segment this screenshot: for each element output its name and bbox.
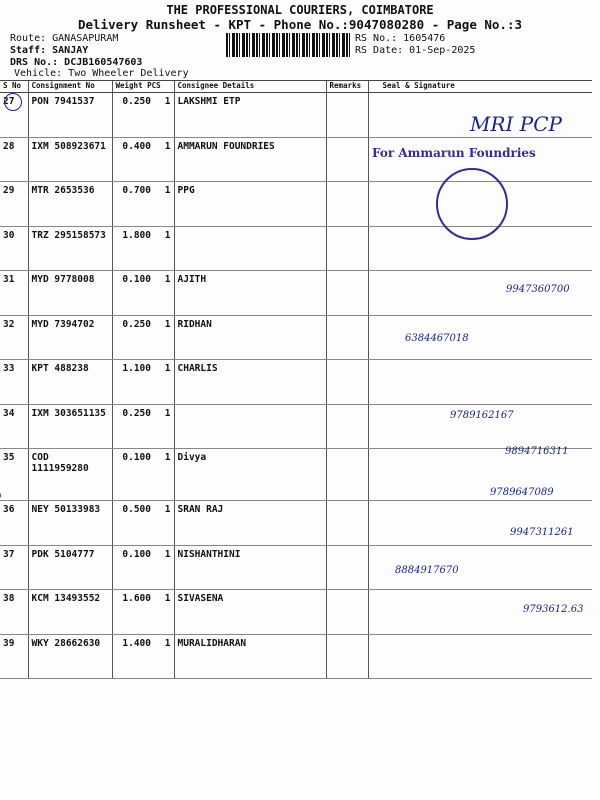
- weight: 0.250: [112, 404, 154, 449]
- col-consignee: Consignee Details: [174, 81, 326, 93]
- consignee: [174, 226, 326, 271]
- remarks: [326, 404, 368, 449]
- seal-signature: [368, 634, 592, 679]
- sno: 36: [0, 501, 28, 546]
- sno: 30: [0, 226, 28, 271]
- col-consignment: Consignment No: [28, 81, 112, 93]
- col-weight-pcs: Weight PCS: [112, 81, 174, 93]
- remarks: [326, 590, 368, 635]
- vehicle: Vehicle: Two Wheeler Delivery: [14, 68, 189, 79]
- weight: 1.400: [112, 634, 154, 679]
- consignee: CHARLIS: [174, 360, 326, 405]
- rs-number: RS No.: 1605476: [355, 33, 446, 44]
- handwritten-phone: 9947311261: [510, 527, 574, 538]
- table-row: [0, 545, 592, 590]
- remarks: [326, 545, 368, 590]
- consignee: RIDHAN: [174, 315, 326, 360]
- pcs: 1: [154, 404, 174, 449]
- table-row: [0, 501, 592, 546]
- consignee: PPG: [174, 182, 326, 227]
- table-row: [0, 360, 592, 405]
- sno: 37: [0, 545, 28, 590]
- pcs: 1: [154, 360, 174, 405]
- weight: 0.100: [112, 271, 154, 316]
- sno: 28: [0, 137, 28, 182]
- consignment-no: IXM 508923671: [28, 137, 112, 182]
- sno: 33: [0, 360, 28, 405]
- sno: 32: [0, 315, 28, 360]
- weight: 0.700: [112, 182, 154, 227]
- remarks: [326, 634, 368, 679]
- pcs: 1: [154, 226, 174, 271]
- pcs: 1: [154, 590, 174, 635]
- col-remarks: Remarks: [326, 81, 368, 93]
- pcs: 1: [154, 271, 174, 316]
- handwritten-phone: 9947360700: [506, 284, 570, 295]
- remarks: [326, 137, 368, 182]
- sno: 29: [0, 182, 28, 227]
- remarks: [326, 226, 368, 271]
- weight: 1.800: [112, 226, 154, 271]
- consignment-no: WKY 28662630: [28, 634, 112, 679]
- consignee: [174, 404, 326, 449]
- round-seal: [436, 168, 508, 240]
- consignment-no: COD 1111959280: [28, 449, 112, 501]
- col-seal: Seal & Signature: [368, 81, 592, 93]
- handwritten-phone: 9894716311: [505, 446, 569, 457]
- consignee: SRAN RAJ: [174, 501, 326, 546]
- seal-signature: [368, 501, 592, 546]
- remarks: [326, 182, 368, 227]
- remarks: [326, 501, 368, 546]
- pcs: 1: [154, 137, 174, 182]
- handwritten-note: MRI PCP: [470, 112, 563, 136]
- handwritten-phone: 9789162167: [450, 410, 514, 421]
- consignment-no: MYD 7394702: [28, 315, 112, 360]
- rs-date: RS Date: 01-Sep-2025: [355, 45, 476, 56]
- col-sno: S No: [0, 81, 28, 93]
- sno: 38: [0, 590, 28, 635]
- consignment-no: IXM 303651135: [28, 404, 112, 449]
- weight: 0.250: [112, 315, 154, 360]
- pcs: 1: [154, 315, 174, 360]
- handwritten-phone: 9789647089: [490, 487, 554, 498]
- weight: 0.400: [112, 137, 154, 182]
- table-row: [0, 315, 592, 360]
- consignee: NISHANTHINI: [174, 545, 326, 590]
- consignment-no: KPT 488238: [28, 360, 112, 405]
- company-title: THE PROFESSIONAL COURIERS, COIMBATORE: [166, 3, 434, 17]
- remarks: [326, 315, 368, 360]
- sno: 31: [0, 271, 28, 316]
- consignee: AJITH: [174, 271, 326, 316]
- handwritten-phone: 6384467018: [405, 333, 469, 344]
- consignment-no: PDK 5104777: [28, 545, 112, 590]
- consignee: Divya: [174, 449, 326, 501]
- consignment-no: MTR 2653536: [28, 182, 112, 227]
- staff: Staff: SANJAY: [10, 45, 89, 56]
- weight: 0.100: [112, 449, 154, 501]
- remarks: [326, 449, 368, 501]
- weight: 0.500: [112, 501, 154, 546]
- company-stamp: For Ammarun Foundries: [372, 146, 536, 160]
- table-row: [0, 590, 592, 635]
- barcode: [226, 33, 351, 57]
- consignment-no: KCM 13493552: [28, 590, 112, 635]
- drs-number: DRS No.: DCJB160547603: [10, 57, 143, 68]
- consignee: AMMARUN FOUNDRIES: [174, 137, 326, 182]
- remarks: [326, 93, 368, 138]
- weight: 1.100: [112, 360, 154, 405]
- handwritten-phone: 8884917670: [395, 565, 459, 576]
- table-row: [0, 226, 592, 271]
- seal-signature: [368, 360, 592, 405]
- consignment-no: TRZ 295158573: [28, 226, 112, 271]
- sno: 34: [0, 404, 28, 449]
- consignment-no: NEY 50133983: [28, 501, 112, 546]
- weight: 0.100: [112, 545, 154, 590]
- pcs: 1: [154, 501, 174, 546]
- weight: 1.600: [112, 590, 154, 635]
- route: Route: GANASAPURAM: [10, 33, 119, 44]
- sno: 35: [0, 449, 28, 501]
- pcs: 1: [154, 634, 174, 679]
- runsheet-table: [0, 80, 592, 679]
- sno: 27: [0, 93, 28, 138]
- pcs: 1: [154, 545, 174, 590]
- consignment-no: MYD 9778008: [28, 271, 112, 316]
- runsheet-subtitle: Delivery Runsheet - KPT - Phone No.:9047080280 - Page No.:3: [77, 17, 522, 32]
- consignee: MURALIDHARAN: [174, 634, 326, 679]
- consignment-no: PON 7941537: [28, 93, 112, 138]
- pcs: 1: [154, 449, 174, 501]
- consignee: LAKSHMI ETP: [174, 93, 326, 138]
- pcs: 1: [154, 182, 174, 227]
- handwritten-phone: 9793612.63: [523, 604, 584, 615]
- remarks: [326, 360, 368, 405]
- table-row: [0, 634, 592, 679]
- sno: 39: [0, 634, 28, 679]
- table-header: [0, 81, 592, 93]
- table-row: [0, 271, 592, 316]
- consignee: SIVASENA: [174, 590, 326, 635]
- weight: 0.250: [112, 93, 154, 138]
- remarks: [326, 271, 368, 316]
- seal-signature: [368, 315, 592, 360]
- cod-amount: [0, 492, 24, 500]
- pcs: 1: [154, 93, 174, 138]
- circled-mark: [4, 93, 22, 111]
